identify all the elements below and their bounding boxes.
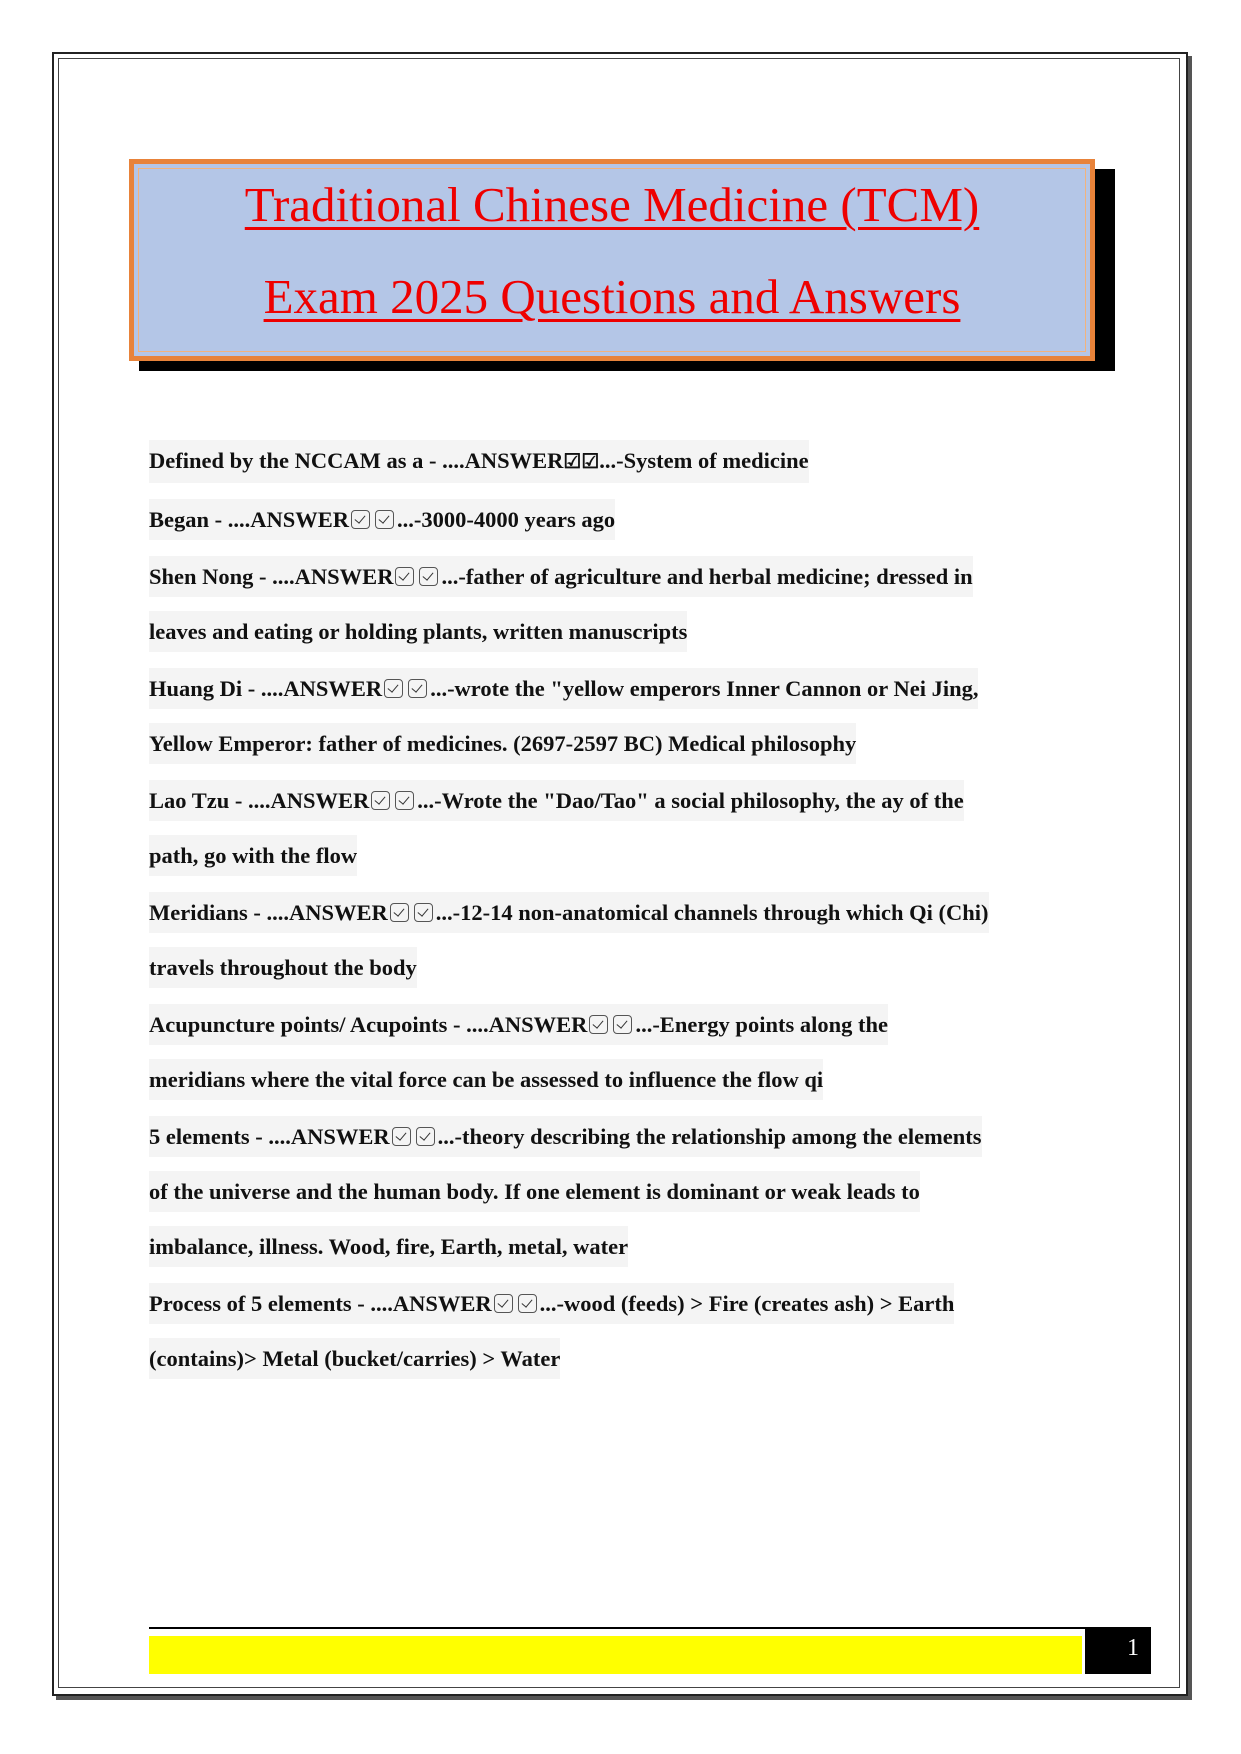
question-text: Process of 5 elements - [149, 1291, 371, 1316]
footer-rule [149, 1627, 1151, 1629]
qa-line [149, 1116, 982, 1157]
qa-item [149, 1004, 1094, 1100]
question-text: Huang Di - [149, 676, 261, 701]
title-line-1: Traditional Chinese Medicine (TCM) [244, 177, 980, 232]
answer-continuation: Yellow Emperor: father of medicines. (2697-2597 BC) Medical philosophy [149, 723, 856, 764]
answer-text: -Wrote the "Dao/Tao" a social philosophy, the ay of the [434, 788, 964, 813]
question-text: Lao Tzu - [149, 788, 248, 813]
title-box [129, 159, 1095, 361]
answer-text: -3000-4000 years ago [413, 507, 616, 532]
answer-ellipsis: ... [437, 1124, 455, 1149]
question-text: Acupuncture points/ Acupoints - [149, 1012, 467, 1037]
answer-marker: ....ANSWER [370, 1291, 492, 1316]
answer-ellipsis: ... [635, 1012, 653, 1037]
answer-ellipsis: ... [430, 676, 448, 701]
qa-item [149, 1283, 1094, 1379]
checkmark-icon [419, 567, 438, 586]
answer-ellipsis: ... [435, 900, 453, 925]
qa-item [149, 1116, 1094, 1267]
checkmark-icon [416, 1127, 435, 1146]
answer-text: -System of medicine [616, 448, 809, 473]
answer-ellipsis: ... [599, 448, 617, 473]
answer-text: -father of agriculture and herbal medicine; dressed in [458, 564, 973, 589]
checkmark-icon [518, 1294, 537, 1313]
checkmark-icon [589, 1015, 608, 1034]
question-text: Defined by the NCCAM as a - [149, 448, 443, 473]
checkmark-icon: ☑ [563, 451, 582, 473]
question-text: Shen Nong - [149, 564, 273, 589]
question-text: Began - [149, 507, 228, 532]
answer-text: -Energy points along the [652, 1012, 888, 1037]
answer-text: -theory describing the relationship among the elements [454, 1124, 982, 1149]
checkmark-icon [390, 903, 409, 922]
checkmark-icon [613, 1015, 632, 1034]
answer-continuation: imbalance, illness. Wood, fire, Earth, metal, water [149, 1226, 628, 1267]
title-line-2: Exam 2025 Questions and Answers [263, 269, 961, 324]
checkmark-icon [371, 791, 390, 810]
answer-marker: ....ANSWER [266, 900, 388, 925]
qa-item [149, 892, 1094, 988]
question-text: Meridians - [149, 900, 267, 925]
answer-marker: ....ANSWER [442, 448, 564, 473]
qa-line [149, 440, 809, 483]
qa-line [149, 1004, 888, 1045]
qa-line [149, 780, 964, 821]
answer-marker: ....ANSWER [466, 1012, 588, 1037]
footer-bar [149, 1636, 1082, 1674]
qa-line [149, 668, 978, 709]
checkmark-icon [384, 679, 403, 698]
answer-continuation: of the universe and the human body. If one element is dominant or weak leads to [149, 1171, 920, 1212]
answer-marker: ....ANSWER [268, 1124, 390, 1149]
qa-item [149, 780, 1094, 876]
answer-text: -wood (feeds) > Fire (creates ash) > Earth [556, 1291, 955, 1316]
answer-ellipsis: ... [441, 564, 459, 589]
answer-marker: ....ANSWER [272, 564, 394, 589]
qa-item [149, 440, 1094, 483]
answer-ellipsis: ... [397, 507, 414, 532]
checkmark-icon [392, 1127, 411, 1146]
answer-ellipsis: ... [417, 788, 435, 813]
answer-continuation: path, go with the flow [149, 835, 357, 876]
answer-continuation: travels throughout the body [149, 947, 417, 988]
answer-marker: ....ANSWER [227, 507, 350, 532]
checkmark-icon: ☑ [581, 451, 600, 473]
qa-line [149, 1283, 954, 1324]
qa-item [149, 668, 1094, 764]
checkmark-icon [408, 679, 427, 698]
checkmark-icon [414, 903, 433, 922]
qa-line [149, 499, 615, 540]
checkmark-icon [375, 510, 394, 529]
checkmark-icon [395, 791, 414, 810]
qa-line [149, 556, 973, 597]
page-number: 1 [1085, 1627, 1151, 1674]
answer-continuation: meridians where the vital force can be assessed to influence the flow qi [149, 1059, 823, 1100]
qa-list [149, 440, 1094, 1395]
checkmark-icon [494, 1294, 513, 1313]
answer-ellipsis: ... [539, 1291, 557, 1316]
answer-marker: ....ANSWER [260, 676, 383, 701]
qa-item [149, 556, 1094, 652]
answer-text: -12-14 non-anatomical channels through which Qi (Chi) [452, 900, 989, 925]
answer-text: -wrote the "yellow emperors Inner Cannon or Nei Jing, [447, 676, 979, 701]
question-text: 5 elements - [149, 1124, 269, 1149]
answer-continuation: (contains)> Metal (bucket/carries) > Water [149, 1338, 560, 1379]
qa-item [149, 499, 1094, 540]
qa-line [149, 892, 989, 933]
answer-continuation: leaves and eating or holding plants, written manuscripts [149, 611, 687, 652]
checkmark-icon [351, 510, 370, 529]
answer-marker: ....ANSWER [247, 788, 370, 813]
checkmark-icon [395, 567, 414, 586]
